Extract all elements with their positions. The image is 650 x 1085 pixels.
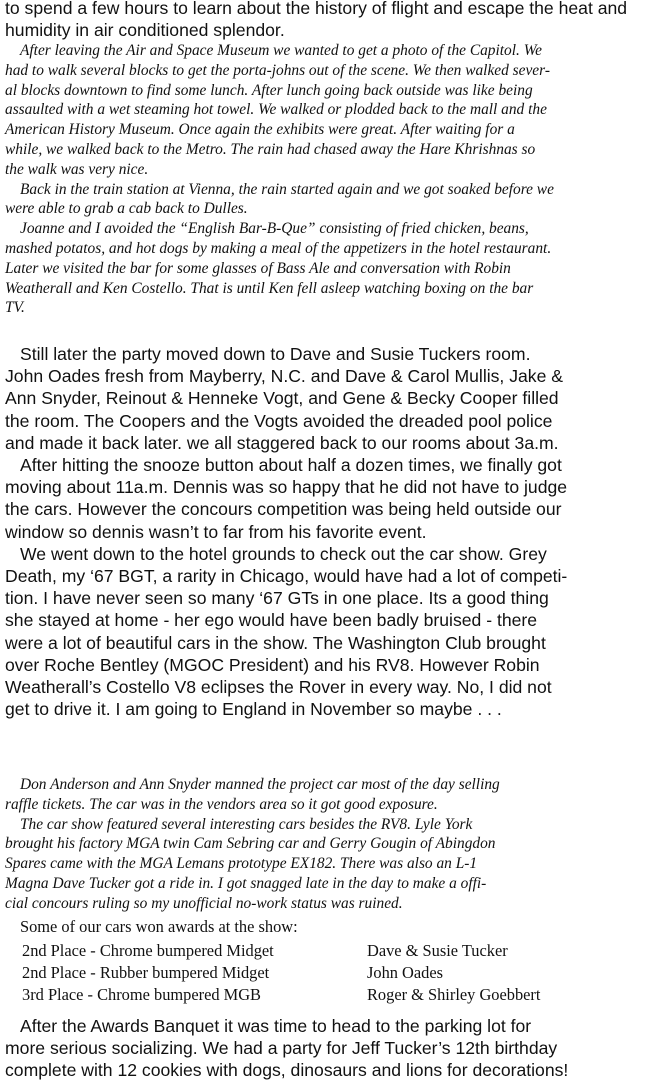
- text-line: Magna Dave Tucker got a ride in. I got snagged late in the day to make a offi-: [5, 874, 487, 892]
- text-line: Some of our cars won awards at the show:: [20, 917, 298, 936]
- text-line: tion. I have never seen so many ‘67 GTs in one place. Its a good thing: [5, 588, 549, 609]
- awards-list: [22, 940, 644, 1007]
- awards-intro: [5, 916, 644, 938]
- text-line: al blocks downtown to find some lunch. After lunch going back outside was like being: [5, 81, 533, 99]
- award-winner: Dave & Susie Tucker: [367, 941, 508, 960]
- text-line: to spend a few hours to learn about the history of flight and escape the heat and: [5, 0, 628, 18]
- text-line: assaulted with a wet steaming hot towel. We walked or plodded back to the mall and the: [5, 101, 547, 119]
- text-line: were a lot of beautiful cars in the show. The Washington Club brought: [5, 632, 546, 653]
- text-line: moving about 11a.m. Dennis was so happy that he did not have to judge: [5, 477, 568, 498]
- text-line: After the Awards Banquet it was time to head to the parking lot for: [20, 1016, 532, 1036]
- text-line: humidity in air conditioned splendor.: [5, 20, 285, 41]
- award-row: [22, 962, 644, 984]
- text-line: We went down to the hotel grounds to check out the car show. Grey: [20, 543, 547, 564]
- text-line: Joanne and I avoided the “English Bar-B-Que” consisting of fried chicken, beans,: [20, 220, 529, 238]
- text-line: the cars. However the concours competition was being held outside our: [5, 499, 562, 520]
- paragraph-awards-banquet: [5, 1015, 644, 1082]
- text-line: she stayed at home - her ego would have been badly bruised - there: [5, 610, 538, 631]
- text-line: brought his factory MGA twin Cam Sebring car and Gerry Gougin of Abingdon: [5, 835, 496, 853]
- italic-section-museum: [5, 41, 644, 318]
- paragraph-intro-continued: [5, 0, 644, 41]
- award-category: 2nd Place - Chrome bumpered Midget: [22, 941, 274, 960]
- text-line: The car show featured several interesting cars besides the RV8. Lyle York: [20, 815, 473, 833]
- award-row: [22, 984, 644, 1006]
- text-line: After hitting the snooze button about half a dozen times, we finally got: [20, 455, 562, 476]
- text-line: Still later the party moved down to Dave and Susie Tuckers room.: [20, 344, 531, 364]
- text-line: TV.: [5, 299, 25, 317]
- text-line: mashed potatos, and hot dogs by making a meal of the appetizers in the hotel restaurant.: [5, 239, 552, 257]
- text-line: complete with 12 cookies with dogs, dinosaurs and lions for decorations!: [5, 1060, 569, 1081]
- text-line: the room. The Coopers and the Vogts avoided the dreaded pool police: [5, 410, 553, 431]
- text-line: American History Museum. Once again the exhibits were great. After waiting for a: [5, 121, 515, 139]
- text-line: and made it back later. we all staggered back to our rooms about 3a.m.: [5, 432, 559, 453]
- text-line: while, we walked back to the Metro. The rain had chased away the Hare Khrishnas so: [5, 140, 536, 158]
- text-line: Ann Snyder, Reinout & Henneke Vogt, and Gene & Becky Cooper filled: [5, 388, 559, 409]
- text-line: cial concours ruling so my unofficial no-work status was ruined.: [5, 894, 403, 912]
- text-line: Later we visited the bar for some glasses of Bass Ale and conversation with Robin: [5, 259, 511, 277]
- text-line: get to drive it. I am going to England in November so maybe . . .: [5, 699, 502, 720]
- text-line: window so dennis wasn’t to far from his favorite event.: [5, 521, 427, 542]
- text-line: After leaving the Air and Space Museum we wanted to get a photo of the Capitol. We: [20, 42, 542, 59]
- text-line: Don Anderson and Ann Snyder manned the project car most of the day selling: [20, 776, 500, 793]
- award-category: 3rd Place - Chrome bumpered MGB: [22, 985, 261, 1005]
- sans-section-party: [5, 343, 644, 720]
- award-winner: Roger & Shirley Goebbert: [367, 985, 541, 1005]
- text-line: more serious socializing. We had a party for Jeff Tucker’s 12th birthday: [5, 1038, 558, 1059]
- text-line: Weatherall’s Costello V8 eclipses the Rover in every way. No, I did not: [5, 677, 552, 698]
- award-row: [22, 940, 644, 962]
- text-line: over Roche Bentley (MGOC President) and his RV8. However Robin: [5, 654, 540, 675]
- text-line: the walk was very nice.: [5, 160, 149, 178]
- text-line: Spares came with the MGA Lemans prototype EX182. There was also an L-1: [5, 855, 478, 873]
- text-line: Back in the train station at Vienna, the rain started again and we got soaked before we: [20, 180, 554, 198]
- text-line: had to walk several blocks to get the porta-johns out of the scene. We then walked sever-: [5, 61, 550, 79]
- award-category: 2nd Place - Rubber bumpered Midget: [22, 963, 270, 983]
- award-winner: John Oades: [367, 963, 444, 983]
- italic-section-car-show: [5, 775, 644, 914]
- text-line: were able to grab a cab back to Dulles.: [5, 200, 248, 218]
- text-line: John Oades fresh from Mayberry, N.C. and Dave & Carol Mullis, Jake &: [5, 366, 563, 387]
- text-line: Weatherall and Ken Costello. That is until Ken fell asleep watching boxing on the bar: [5, 279, 534, 297]
- text-line: Death, my ‘67 BGT, a rarity in Chicago, would have had a lot of competi-: [5, 566, 568, 587]
- text-line: raffle tickets. The car was in the vendors area so it got good exposure.: [5, 795, 438, 813]
